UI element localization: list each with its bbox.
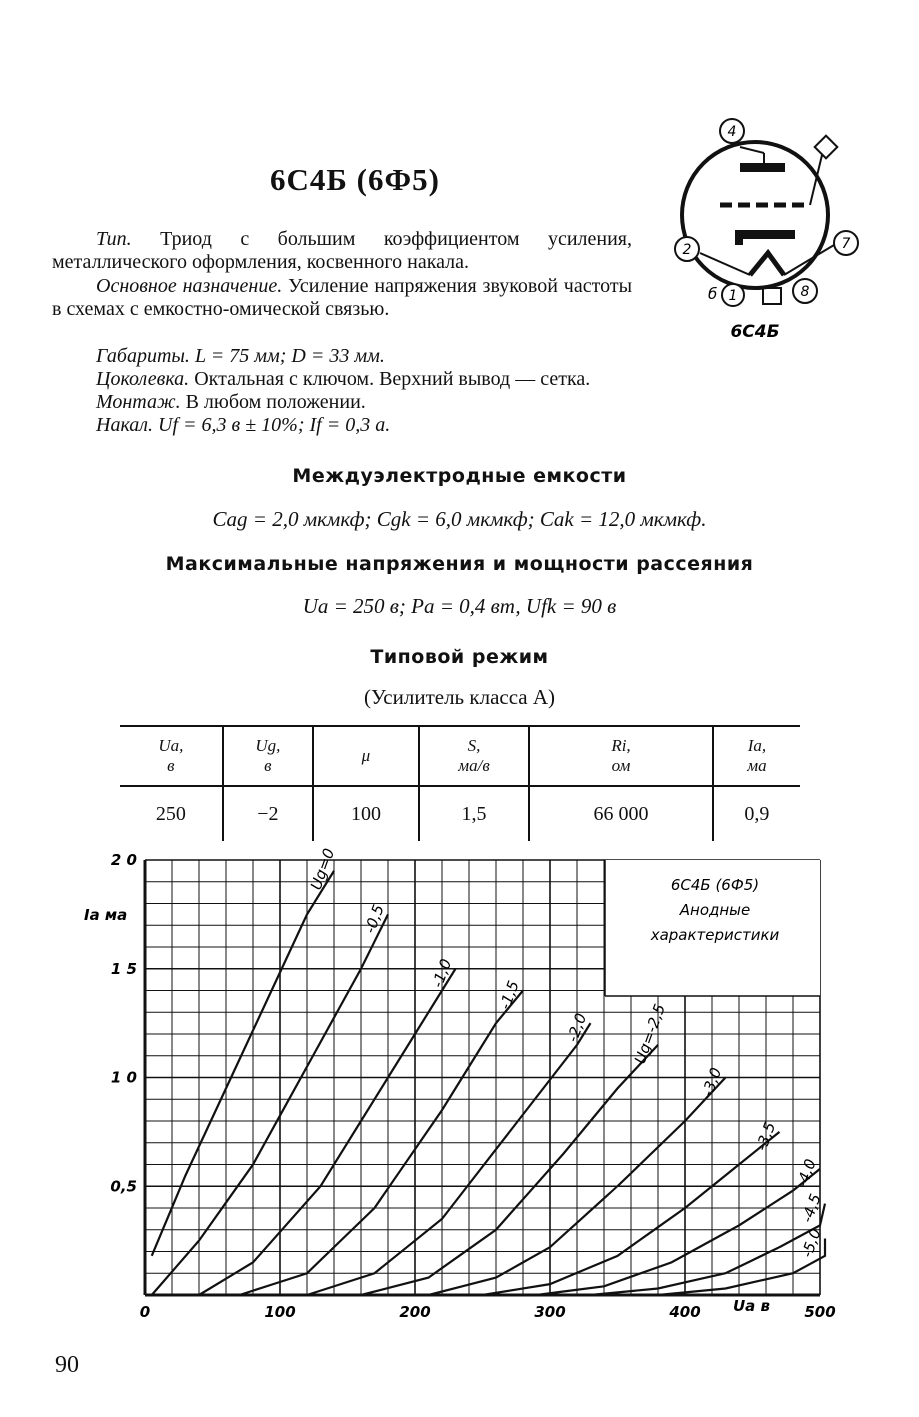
anode-characteristics-chart (0, 840, 919, 1340)
y-tick-label: 1 0 (110, 1068, 137, 1087)
curve-label: -5,0 (797, 1226, 825, 1260)
y-tick-label: 1 5 (110, 959, 137, 978)
col-mu: μ (313, 726, 419, 786)
cell-ri: 66 000 (529, 786, 713, 841)
x-tick-label: 0 (139, 1303, 151, 1321)
typical-subheading: (Усилитель класса А) (363, 685, 556, 709)
chart-title-line2: Анодные (679, 901, 751, 919)
heater (750, 253, 784, 275)
curve-line (307, 1023, 591, 1295)
typical-mode-table (120, 725, 800, 841)
base-line: Цоколевка. Октальная с ключом. Верхний вывод — сетка. (96, 368, 591, 390)
cell-mu: 100 (313, 786, 419, 841)
x-tick-label: 500 (804, 1303, 836, 1321)
x-tick-label: 200 (399, 1303, 431, 1321)
max-ratings-heading: Максимальные напряжения и мощности рассеяния (165, 553, 754, 575)
svg-text:4: 4 (727, 124, 737, 140)
x-tick-label: 300 (534, 1303, 566, 1321)
col-s: S, ма/в (419, 726, 529, 786)
capacitances-heading: Междуэлектродные емкости (292, 465, 627, 487)
svg-text:8: 8 (800, 284, 810, 300)
capacitances-formula: Cag = 2,0 мкмкф; Cgk = 6,0 мкмкф; Cak = 12,0 мкмкф. (212, 507, 707, 531)
purpose-paragraph: Основное назначение. Усиление напряжения звуковой частоты в схемах с емкостно-омической связью. (52, 275, 633, 320)
svg-text:2: 2 (682, 242, 692, 258)
y-tick-label: 0,5 (110, 1177, 137, 1196)
x-axis-label: Ua в (733, 1297, 771, 1315)
typical-heading: Типовой режим (370, 646, 549, 668)
curve-label: -3,0 (698, 1065, 726, 1099)
col-ua: Ua, в (120, 726, 223, 786)
curve-label: -4,0 (792, 1156, 820, 1191)
heater-line: Накал. Uf = 6,3 в ± 10%; If = 0,3 а. (96, 414, 391, 436)
cell-s: 1,5 (419, 786, 529, 841)
svg-text:7: 7 (841, 236, 851, 252)
top-cap (815, 136, 838, 159)
tube-pinout-diagram (660, 115, 880, 355)
curve-line (152, 914, 388, 1295)
svg-text:6С4Б: 6С4Б (730, 322, 780, 342)
curve-label: Ug=-2,5 (630, 1001, 670, 1067)
x-tick-label: 400 (669, 1303, 701, 1321)
anode-plate (740, 163, 785, 172)
col-ug: Ug, в (223, 726, 313, 786)
cell-ua: 250 (155, 802, 186, 825)
dimensions-line: Габариты. L = 75 мм; D = 33 мм. (96, 345, 385, 367)
y-axis-label: Ia ма (84, 906, 128, 924)
col-ri: Ri, ом (529, 726, 713, 786)
chart-title-line1: 6С4Б (6Ф5) (670, 876, 760, 894)
svg-text:1: 1 (728, 288, 738, 304)
curve-label: -0,5 (360, 902, 388, 936)
mounting-line: Монтаж. В любом положении. (96, 391, 366, 413)
y-tick-label: 2 0 (110, 851, 137, 869)
key-marker (763, 288, 781, 304)
cell-ia: 0,9 (713, 786, 800, 841)
page-title: 6С4Б (6Ф5) (270, 162, 440, 197)
curve-label: -3,5 (752, 1119, 780, 1154)
x-tick-label: 100 (264, 1303, 296, 1321)
max-ratings-formula: Ua = 250 в; Pa = 0,4 вт, Ufk = 90 в (302, 594, 617, 618)
curve-label: -4,5 (797, 1191, 825, 1226)
curve-label: Ug=0 (306, 846, 339, 893)
table-row (120, 786, 800, 841)
cathode (735, 230, 795, 239)
curve-label: -1,0 (428, 956, 456, 991)
page-number: 90 (55, 1352, 79, 1378)
curve-label: -2,0 (563, 1010, 591, 1045)
table-header-row (120, 726, 800, 786)
cell-ug: −2 (223, 786, 313, 841)
type-paragraph: Тип. Триод с большим коэффициентом усиления, металлического оформления, косвенного накала. (52, 228, 633, 273)
curve-line (199, 969, 456, 1295)
curve-label: -1,5 (495, 978, 523, 1012)
svg-text:б: б (708, 285, 718, 303)
chart-title-line3: характеристики (650, 926, 780, 944)
col-ia: Ia, ма (713, 726, 800, 786)
